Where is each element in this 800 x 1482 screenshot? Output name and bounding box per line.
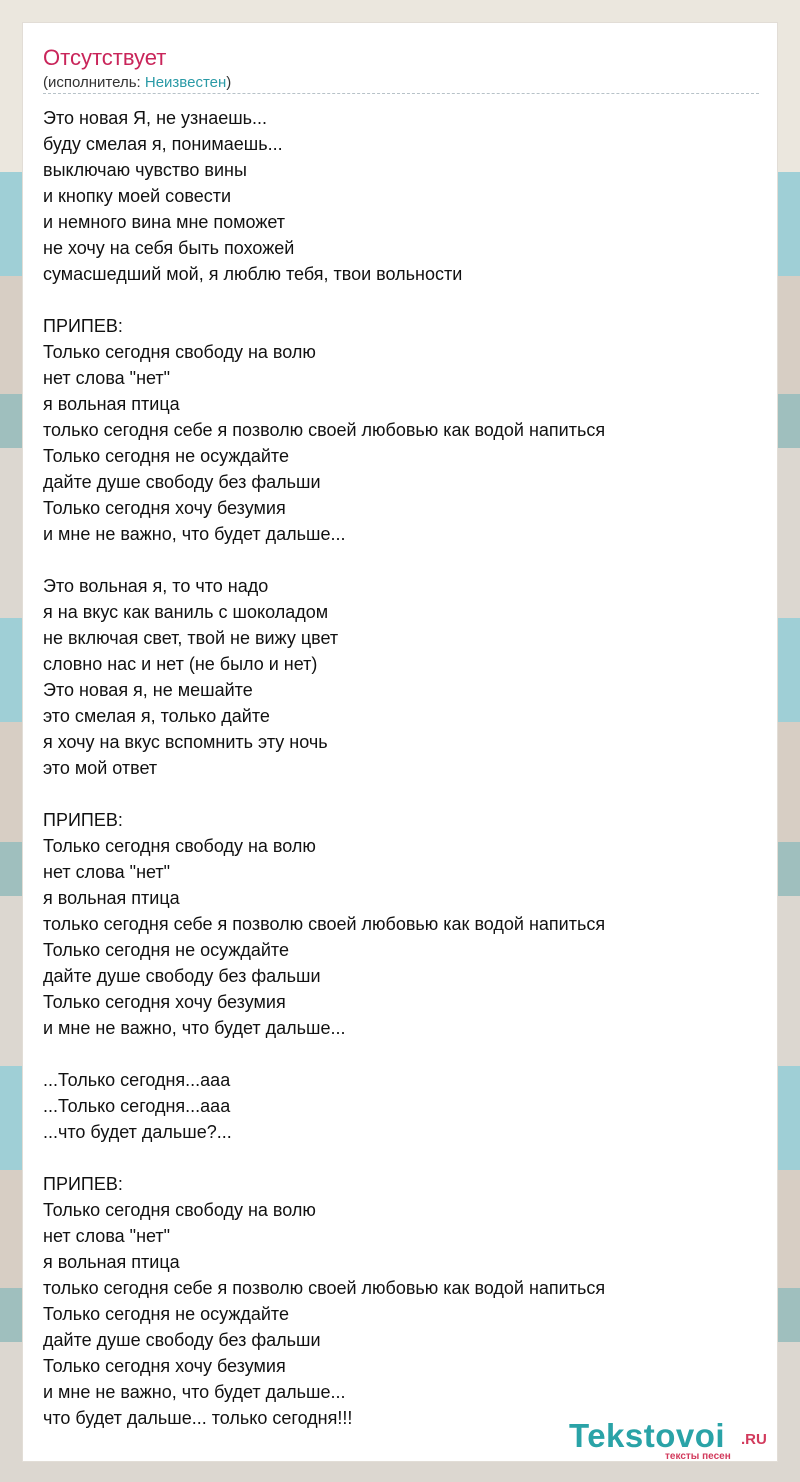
lyric-line: Это новая я, не мешайте bbox=[43, 680, 253, 700]
site-logo[interactable] bbox=[569, 1417, 779, 1463]
lyric-line: не хочу на себя быть похожей bbox=[43, 238, 295, 258]
lyric-blank-line bbox=[43, 1041, 759, 1067]
lyric-line: ПРИПЕВ: bbox=[43, 316, 123, 336]
lyric-line: дайте душе свободу без фальши bbox=[43, 1330, 321, 1350]
lyric-line: ...что будет дальше?... bbox=[43, 1122, 232, 1142]
lyric-line: Это новая Я, не узнаешь... bbox=[43, 108, 268, 128]
lyric-line: буду смелая я, понимаешь... bbox=[43, 134, 283, 154]
lyric-line: я вольная птица bbox=[43, 394, 180, 414]
logo-tagline: тексты песен bbox=[665, 1451, 731, 1462]
lyric-line: и мне не важно, что будет дальше... bbox=[43, 1382, 346, 1402]
lyric-line: только сегодня себе я позволю своей любовью как водой напиться bbox=[43, 1278, 606, 1298]
lyric-line: Только сегодня не осуждайте bbox=[43, 1304, 289, 1324]
lyric-blank-line bbox=[43, 547, 759, 573]
logo-wordmark: Tekstovoi bbox=[569, 1417, 726, 1454]
artist-prefix: (исполнитель: bbox=[43, 74, 145, 91]
artist-link[interactable]: Неизвестен bbox=[144, 74, 227, 91]
lyric-line: я вольная птица bbox=[43, 888, 180, 908]
lyric-line: Только сегодня свободу на волю bbox=[43, 342, 316, 362]
lyric-line: ПРИПЕВ: bbox=[43, 1174, 123, 1194]
lyric-line: это смелая я, только дайте bbox=[43, 706, 270, 726]
lyric-line: ...Только сегодня...ааа bbox=[43, 1070, 231, 1090]
lyric-line: Только сегодня свободу на волю bbox=[43, 836, 316, 856]
lyrics-card bbox=[22, 22, 778, 1462]
lyric-line: выключаю чувство вины bbox=[43, 160, 247, 180]
lyric-line: нет слова "нет" bbox=[43, 862, 171, 882]
lyric-line: словно нас и нет (не было и нет) bbox=[43, 654, 318, 674]
lyric-line: Только сегодня хочу безумия bbox=[43, 1356, 286, 1376]
lyric-line: я хочу на вкус вспомнить эту ночь bbox=[43, 732, 328, 752]
artist-line bbox=[43, 74, 231, 92]
lyric-line: Только сегодня хочу безумия bbox=[43, 992, 286, 1012]
logo-tld: .RU bbox=[741, 1431, 767, 1448]
lyric-line: дайте душе свободу без фальши bbox=[43, 472, 321, 492]
lyric-line: я вольная птица bbox=[43, 1252, 180, 1272]
lyric-line: нет слова "нет" bbox=[43, 1226, 171, 1246]
lyric-line: и кнопку моей совести bbox=[43, 186, 232, 206]
lyric-line: и мне не важно, что будет дальше... bbox=[43, 1018, 346, 1038]
lyric-line: нет слова "нет" bbox=[43, 368, 171, 388]
lyric-line: ...Только сегодня...ааа bbox=[43, 1096, 231, 1116]
lyric-line: сумасшедший мой, я люблю тебя, твои вольности bbox=[43, 264, 463, 284]
song-title: Отсутствует bbox=[43, 45, 167, 70]
artist-suffix: ) bbox=[226, 74, 232, 91]
lyric-line: Только сегодня не осуждайте bbox=[43, 446, 289, 466]
lyric-line: Это вольная я, то что надо bbox=[43, 576, 269, 596]
lyric-line: и мне не важно, что будет дальше... bbox=[43, 524, 346, 544]
lyric-line: я на вкус как ваниль с шоколадом bbox=[43, 602, 329, 622]
lyric-line: только сегодня себе я позволю своей любовью как водой напиться bbox=[43, 914, 606, 934]
lyric-line: и немного вина мне поможет bbox=[43, 212, 286, 232]
lyric-line: что будет дальше... только сегодня!!! bbox=[43, 1408, 353, 1428]
lyric-line: ПРИПЕВ: bbox=[43, 810, 123, 830]
lyric-line: Только сегодня не осуждайте bbox=[43, 940, 289, 960]
lyric-blank-line bbox=[43, 781, 759, 807]
lyric-blank-line bbox=[43, 1145, 759, 1171]
lyric-line: это мой ответ bbox=[43, 758, 158, 778]
lyric-line: только сегодня себе я позволю своей любовью как водой напиться bbox=[43, 420, 606, 440]
lyric-line: не включая свет, твой не вижу цвет bbox=[43, 628, 339, 648]
lyric-blank-line bbox=[43, 287, 759, 313]
title-divider bbox=[43, 93, 759, 94]
lyrics-text bbox=[43, 105, 759, 1431]
lyric-line: Только сегодня хочу безумия bbox=[43, 498, 286, 518]
lyric-line: Только сегодня свободу на волю bbox=[43, 1200, 316, 1220]
lyric-line: дайте душе свободу без фальши bbox=[43, 966, 321, 986]
